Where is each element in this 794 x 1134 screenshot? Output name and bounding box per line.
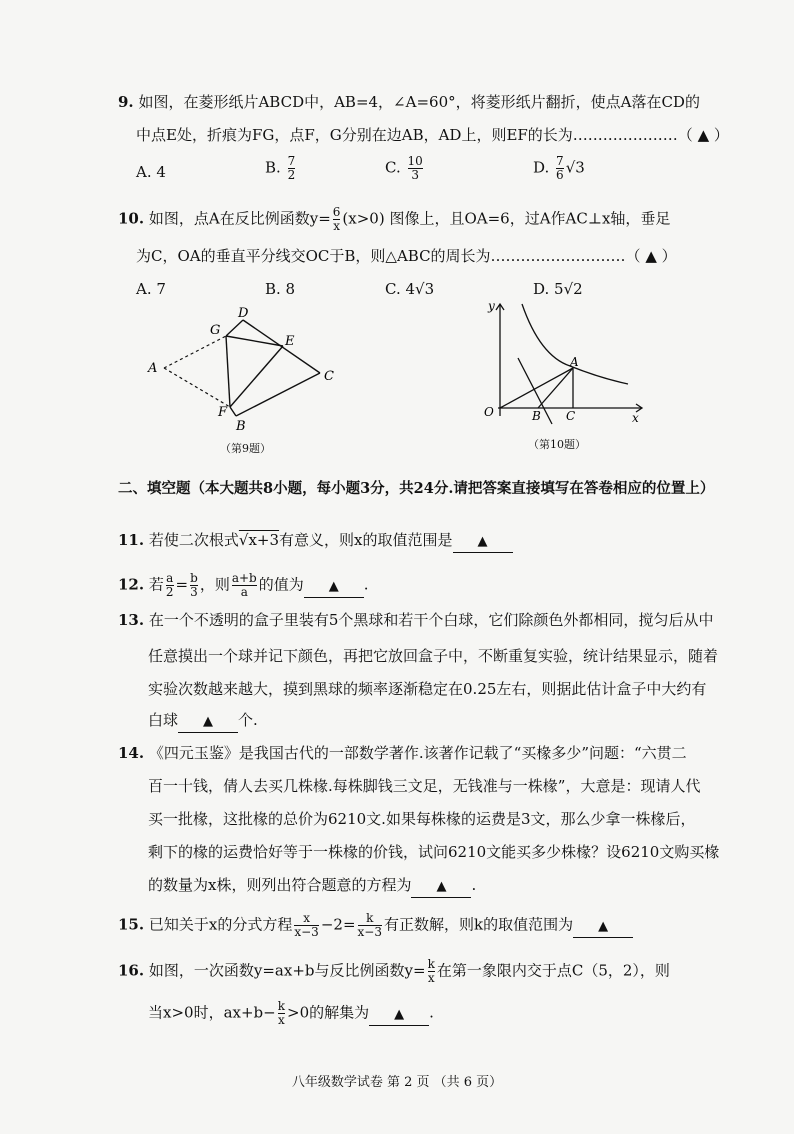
q10-option-c: C. 4√3	[385, 280, 435, 298]
q14-line1: 14. 《四元玉鉴》是我国古代的一部数学著作.该著作记载了“买椽多少”问题：“六贯二	[118, 744, 687, 762]
q13-line3: 实验次数越来越大，摸到黑球的频率逐渐稳定在0.25左右，则据此估计盒子中大约有	[148, 680, 707, 698]
q16-line1: 16. 如图，一次函数y=ax+b与反比例函数y= $\frac{k}{x}$ 在第一象限内交于点C（5，2），则	[118, 957, 670, 985]
q10-text-2: 为C，OA的垂直平分线交OC于B，则△ABC的周长为………………………（ ▲ ）	[136, 247, 677, 265]
label-a: A	[570, 355, 579, 369]
page-footer: 八年级数学试卷 第 2 页 （共 6 页）	[291, 1075, 503, 1090]
crease-gf	[226, 336, 230, 407]
label-e: E	[285, 334, 295, 349]
fold-line-af	[164, 368, 230, 407]
figure-9-caption: （第9题）	[220, 442, 271, 455]
label-f: F	[218, 405, 228, 420]
edge-gd	[226, 320, 243, 336]
section-2-heading: 二、填空题（本大题共8小题，每小题3分，共24分.请把答案直接填写在答卷相应的位置上）	[118, 480, 715, 497]
q14-line5: 的数量为x株，则列出符合题意的方程为 ▲ .	[148, 875, 476, 898]
label-b: B	[532, 409, 541, 423]
q16-number: 16.	[118, 961, 145, 980]
figure-10-caption: （第10题）	[528, 438, 586, 451]
q12-answer-blank: ▲	[304, 577, 364, 598]
q14-answer-blank: ▲	[411, 877, 471, 898]
q11-number: 11.	[118, 531, 145, 549]
q11: 11. 若使二次根式√x+3有意义，则x的取值范围是 ▲	[118, 530, 513, 553]
q9-option-d: D. $\frac{7}{6}$ √3	[533, 154, 585, 182]
q10-option-d: D. 5√2	[533, 280, 583, 298]
label-a: A	[148, 361, 158, 376]
q10-option-b: B. 8	[265, 280, 296, 298]
q14-line4: 剩下的椽的运费恰好等于一株椽的价钱，试问6210文能买多少株椽？设6210文购买椽	[148, 843, 720, 861]
label-c: C	[324, 369, 334, 384]
label-b: B	[236, 419, 246, 434]
q9-option-c-fraction: $\frac{10}{3}$	[407, 154, 423, 182]
q13-line1: 13. 在一个不透明的盒子里装有5个黑球和若干个白球，它们除颜色外都相同，搅匀后从中	[118, 611, 714, 629]
label-g: G	[210, 323, 221, 338]
label-d: D	[238, 306, 249, 321]
fold-line-ag	[164, 336, 226, 368]
segment-ab	[538, 368, 573, 408]
q9-option-b-fraction: $\frac{7}{2}$	[287, 154, 296, 182]
q16-line2: 当x>0时，ax+b− $\frac{k}{x}$ >0的解集为 ▲ .	[148, 999, 434, 1027]
label-c: C	[566, 409, 576, 423]
q10-fraction: $\frac{6}{x}$	[332, 205, 341, 233]
q13-answer-blank: ▲	[178, 712, 238, 733]
q9-text-1: 如图，在菱形纸片ABCD中，AB=4，∠A=60°，将菱形纸片翻折，使点A落在CD的	[138, 93, 700, 111]
q9-option-a: A. 4	[136, 163, 166, 181]
q11-answer-blank: ▲	[453, 532, 513, 553]
q13-line4: 白球 ▲ 个.	[148, 710, 258, 733]
q10-option-a: A. 7	[136, 280, 166, 298]
q9-line1	[118, 92, 700, 112]
edge-dc	[243, 320, 320, 373]
q9-option-d-fraction: $\frac{7}{6}$	[556, 154, 564, 182]
q15-number: 15.	[118, 915, 145, 934]
label-o: O	[484, 405, 494, 419]
q15-answer-blank: ▲	[573, 917, 633, 938]
q10-line1: 10. 如图，点A在反比例函数y= $\frac{6}{x}$ (x>0) 图像上，且OA=6，过A作AC⊥x轴，垂足	[118, 205, 671, 233]
q14-line3: 买一批椽，这批椽的总价为6210文.如果每株椽的运费是3文，那么少拿一株椽后，	[148, 810, 696, 828]
q9-text-2: 中点E处，折痕为FG，点F，G分别在边AB，AD上，则EF的长为…………………（ ▲ ）	[136, 126, 729, 144]
q15: 15. 已知关于x的分式方程 $\frac{x}{x-3}$ −2= $\frac{k}{x-3}$ 有正数解，则k的取值范围为 ▲	[118, 912, 633, 939]
q10-number: 10.	[118, 209, 145, 228]
q9-option-b: B. $\frac{7}{2}$	[265, 154, 296, 182]
q12: 12. 若 $\frac{a}{2}$ = $\frac{b}{3}$ ，则 $\frac{a+b}{a}$ 的值为 ▲ .	[118, 571, 369, 599]
figure-9	[140, 300, 360, 435]
segment-oa	[500, 368, 573, 408]
figure-10	[470, 296, 650, 431]
q12-number: 12.	[118, 575, 145, 594]
q16-answer-blank: ▲	[369, 1005, 429, 1026]
label-y: y	[488, 299, 495, 313]
edge-cb	[236, 373, 320, 416]
segment-fe	[230, 346, 283, 407]
label-x: x	[632, 411, 639, 425]
q14-number: 14.	[118, 744, 145, 762]
q9-option-c: C. $\frac{10}{3}$	[385, 154, 423, 182]
edge-bf	[230, 407, 236, 416]
hyperbola-curve	[522, 304, 628, 384]
q13-line2: 任意摸出一个球并记下颜色，再把它放回盒子中，不断重复实验，统计结果显示，随着	[148, 647, 719, 665]
q11-radical: √x+3	[238, 531, 280, 549]
q9-number: 9.	[118, 93, 134, 111]
q13-number: 13.	[118, 611, 145, 629]
q14-line2: 百一十钱，倩人去买几株椽.每株脚钱三文足，无钱准与一株椽”，大意是：现请人代	[148, 777, 701, 795]
